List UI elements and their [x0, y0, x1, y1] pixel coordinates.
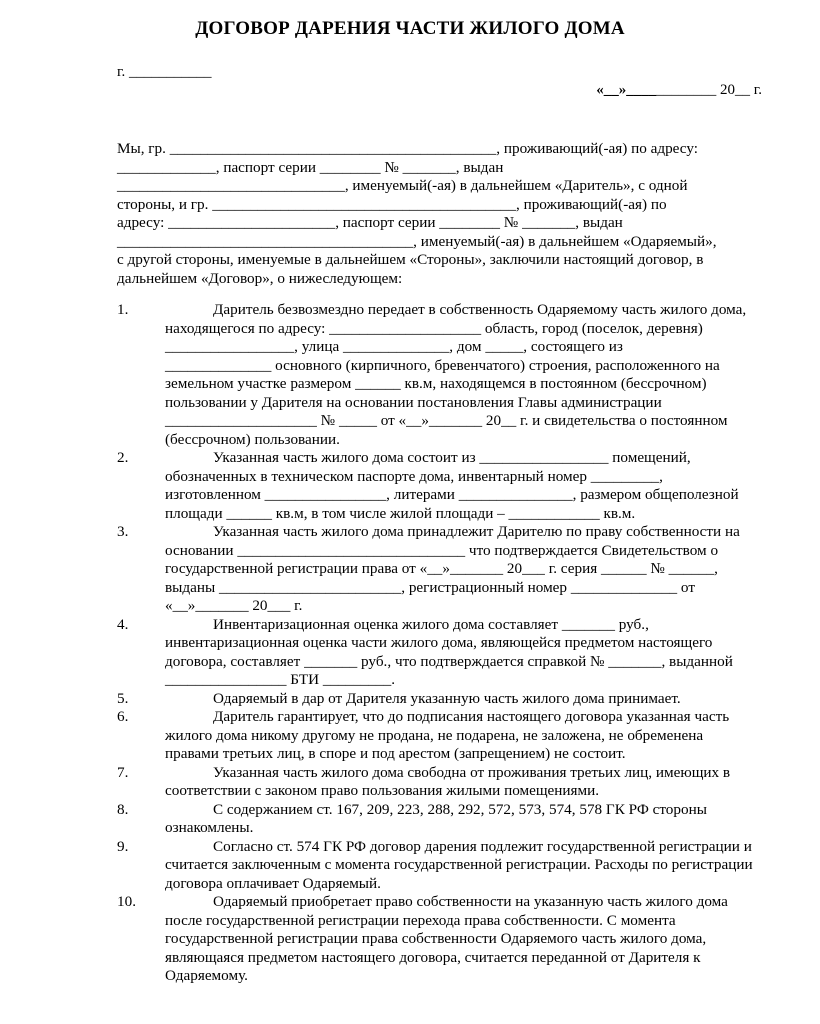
clause-number: 6.: [117, 708, 129, 725]
clause-2: [117, 449, 765, 523]
clause-number: 3.: [117, 523, 129, 540]
clause-line: являющаяся предметом настоящего договора, считается переданной от Дарителя к: [165, 948, 701, 966]
clause-line: Одаряемому.: [165, 967, 248, 984]
clause-line: государственной регистрации права собственности Одаряемого часть жилого дома,: [165, 930, 707, 947]
clause-line: Одаряемый в дар от Дарителя указанную часть жилого дома принимает.: [213, 689, 681, 707]
intro-line: с другой стороны, именуемые в дальнейшем «Стороны», заключили настоящий договор, в: [117, 251, 704, 268]
clause-line: «__»_______ 20___ г.: [165, 597, 303, 614]
clause-line: Указанная часть жилого дома принадлежит Дарителю по праву собственности на: [213, 523, 740, 540]
clause-line: ознакомлены.: [165, 819, 254, 836]
clause-6: [117, 708, 765, 764]
clause-line: договора оплачивает Одаряемый.: [165, 874, 381, 892]
clause-line: договора, составляет _______ руб., что подтверждается справкой № _______, выданной: [165, 652, 733, 670]
intro-line: адресу: ______________________, паспорт серии ________ № _______, выдан: [117, 214, 623, 231]
clause-number: 7.: [117, 763, 129, 781]
intro-line: дальнейшем «Договор», о нижеследующем:: [117, 269, 403, 287]
date-year: ________ 20__ г.: [656, 82, 762, 98]
clause-line: Даритель гарантирует, что до подписания настоящего договора указанная часть: [213, 708, 730, 725]
intro-line: _______________________________________, именуемый(-ая) в дальнейшем «Одаряемый»,: [117, 232, 717, 250]
document-title: ДОГОВОР ДАРЕНИЯ ЧАСТИ ЖИЛОГО ДОМА: [195, 18, 625, 39]
clause-line: соответствии с законом право пользования жилыми помещениями.: [165, 782, 600, 799]
clause-number: 5.: [117, 689, 129, 707]
clause-line: Согласно ст. 574 ГК РФ договор дарения подлежит государственной регистрации и: [213, 837, 752, 855]
clause-line: _________________, улица ______________, дом _____, состоящего из: [165, 338, 623, 355]
clause-line: Одаряемый приобретает право собственности на указанную часть жилого дома: [213, 893, 728, 910]
clause-line: площади ______ кв.м, в том числе жилой площади – ____________ кв.м.: [165, 504, 636, 522]
clause-3: [117, 523, 765, 616]
clause-line: считается заключенным с момента государственной регистрации. Расходы по регистрации: [165, 856, 753, 873]
date-day-month: «__»____: [596, 82, 657, 98]
city-line: г. ___________: [117, 64, 212, 80]
clause-line: ____________________ № _____ от «__»_______ 20__ г. и свидетельства о постоянном: [165, 412, 728, 429]
clause-8: [117, 801, 765, 838]
clause-line: ______________ основного (кирпичного, бревенчатого) строения, расположенного на: [165, 356, 720, 374]
intro-line: _____________, паспорт серии ________ № _______, выдан: [117, 158, 504, 176]
clause-line: правами третьих лиц, в споре и под арестом (запрещением) не состоит.: [165, 745, 626, 762]
clause-line: государственной регистрации права от «__»_______ 20___ г. серия ______ № ______,: [165, 560, 718, 577]
clause-number: 8.: [117, 800, 129, 818]
clause-line: инвентаризационная оценка части жилого дома, являющейся предметом настоящего: [165, 634, 713, 651]
intro-paragraph: [117, 140, 765, 288]
clause-number: 10.: [117, 893, 136, 910]
intro-line: ______________________________, именуемый(-ая) в дальнейшем «Даритель», с одной: [117, 177, 688, 194]
clause-number: 4.: [117, 615, 129, 633]
clause-number: 9.: [117, 837, 129, 855]
clauses-list: [117, 301, 765, 986]
clause-line: С содержанием ст. 167, 209, 223, 288, 292, 572, 573, 574, 578 ГК РФ стороны: [213, 800, 707, 818]
clause-line: обозначенных в техническом паспорте дома, инвентарный номер _________,: [165, 467, 663, 485]
clause-4: [117, 616, 765, 690]
date-line: [596, 82, 762, 99]
clause-line: Указанная часть жилого дома свободна от проживания третьих лиц, имеющих в: [213, 763, 731, 781]
clause-number: 1.: [117, 301, 129, 318]
clause-line: земельном участке размером ______ кв.м, находящемся в постоянном (бессрочном): [165, 375, 707, 392]
clause-line: находящегося по адресу: ____________________ область, город (поселок, деревня): [165, 319, 703, 337]
clause-line: пользовании у Дарителя на основании постановления Главы администрации: [165, 393, 662, 411]
clause-line: Указанная часть жилого дома состоит из _________________ помещений,: [213, 449, 691, 466]
clause-line: ________________ БТИ _________.: [165, 671, 395, 688]
intro-line: Мы, гр. ___________________________________________, проживающий(-ая) по адресу:: [117, 140, 698, 157]
clause-line: (бессрочном) пользовании.: [165, 430, 340, 448]
clause-line: жилого дома никому другому не продана, не подарена, не заложена, не обременена: [165, 726, 704, 744]
clause-10: [117, 893, 765, 986]
clause-line: Даритель безвозмездно передает в собственность Одаряемому часть жилого дома,: [213, 301, 747, 318]
clause-5: [117, 690, 765, 709]
contract-body: [117, 140, 765, 986]
clause-line: выданы ________________________, регистрационный номер ______________ от: [165, 578, 695, 596]
intro-line: стороны, и гр. ________________________________________, проживающий(-ая) по: [117, 195, 667, 213]
clause-9: [117, 838, 765, 894]
clause-line: после государственной регистрации перехода права собственности. С момента: [165, 911, 676, 929]
clause-number: 2.: [117, 449, 129, 466]
clause-1: [117, 301, 765, 449]
clause-line: изготовленном ________________, литерами _______________, размером общеполезной: [165, 486, 739, 503]
clause-line: основании ______________________________ что подтверждается Свидетельством о: [165, 541, 719, 559]
clause-7: [117, 764, 765, 801]
clause-line: Инвентаризационная оценка жилого дома составляет _______ руб.,: [213, 615, 649, 633]
